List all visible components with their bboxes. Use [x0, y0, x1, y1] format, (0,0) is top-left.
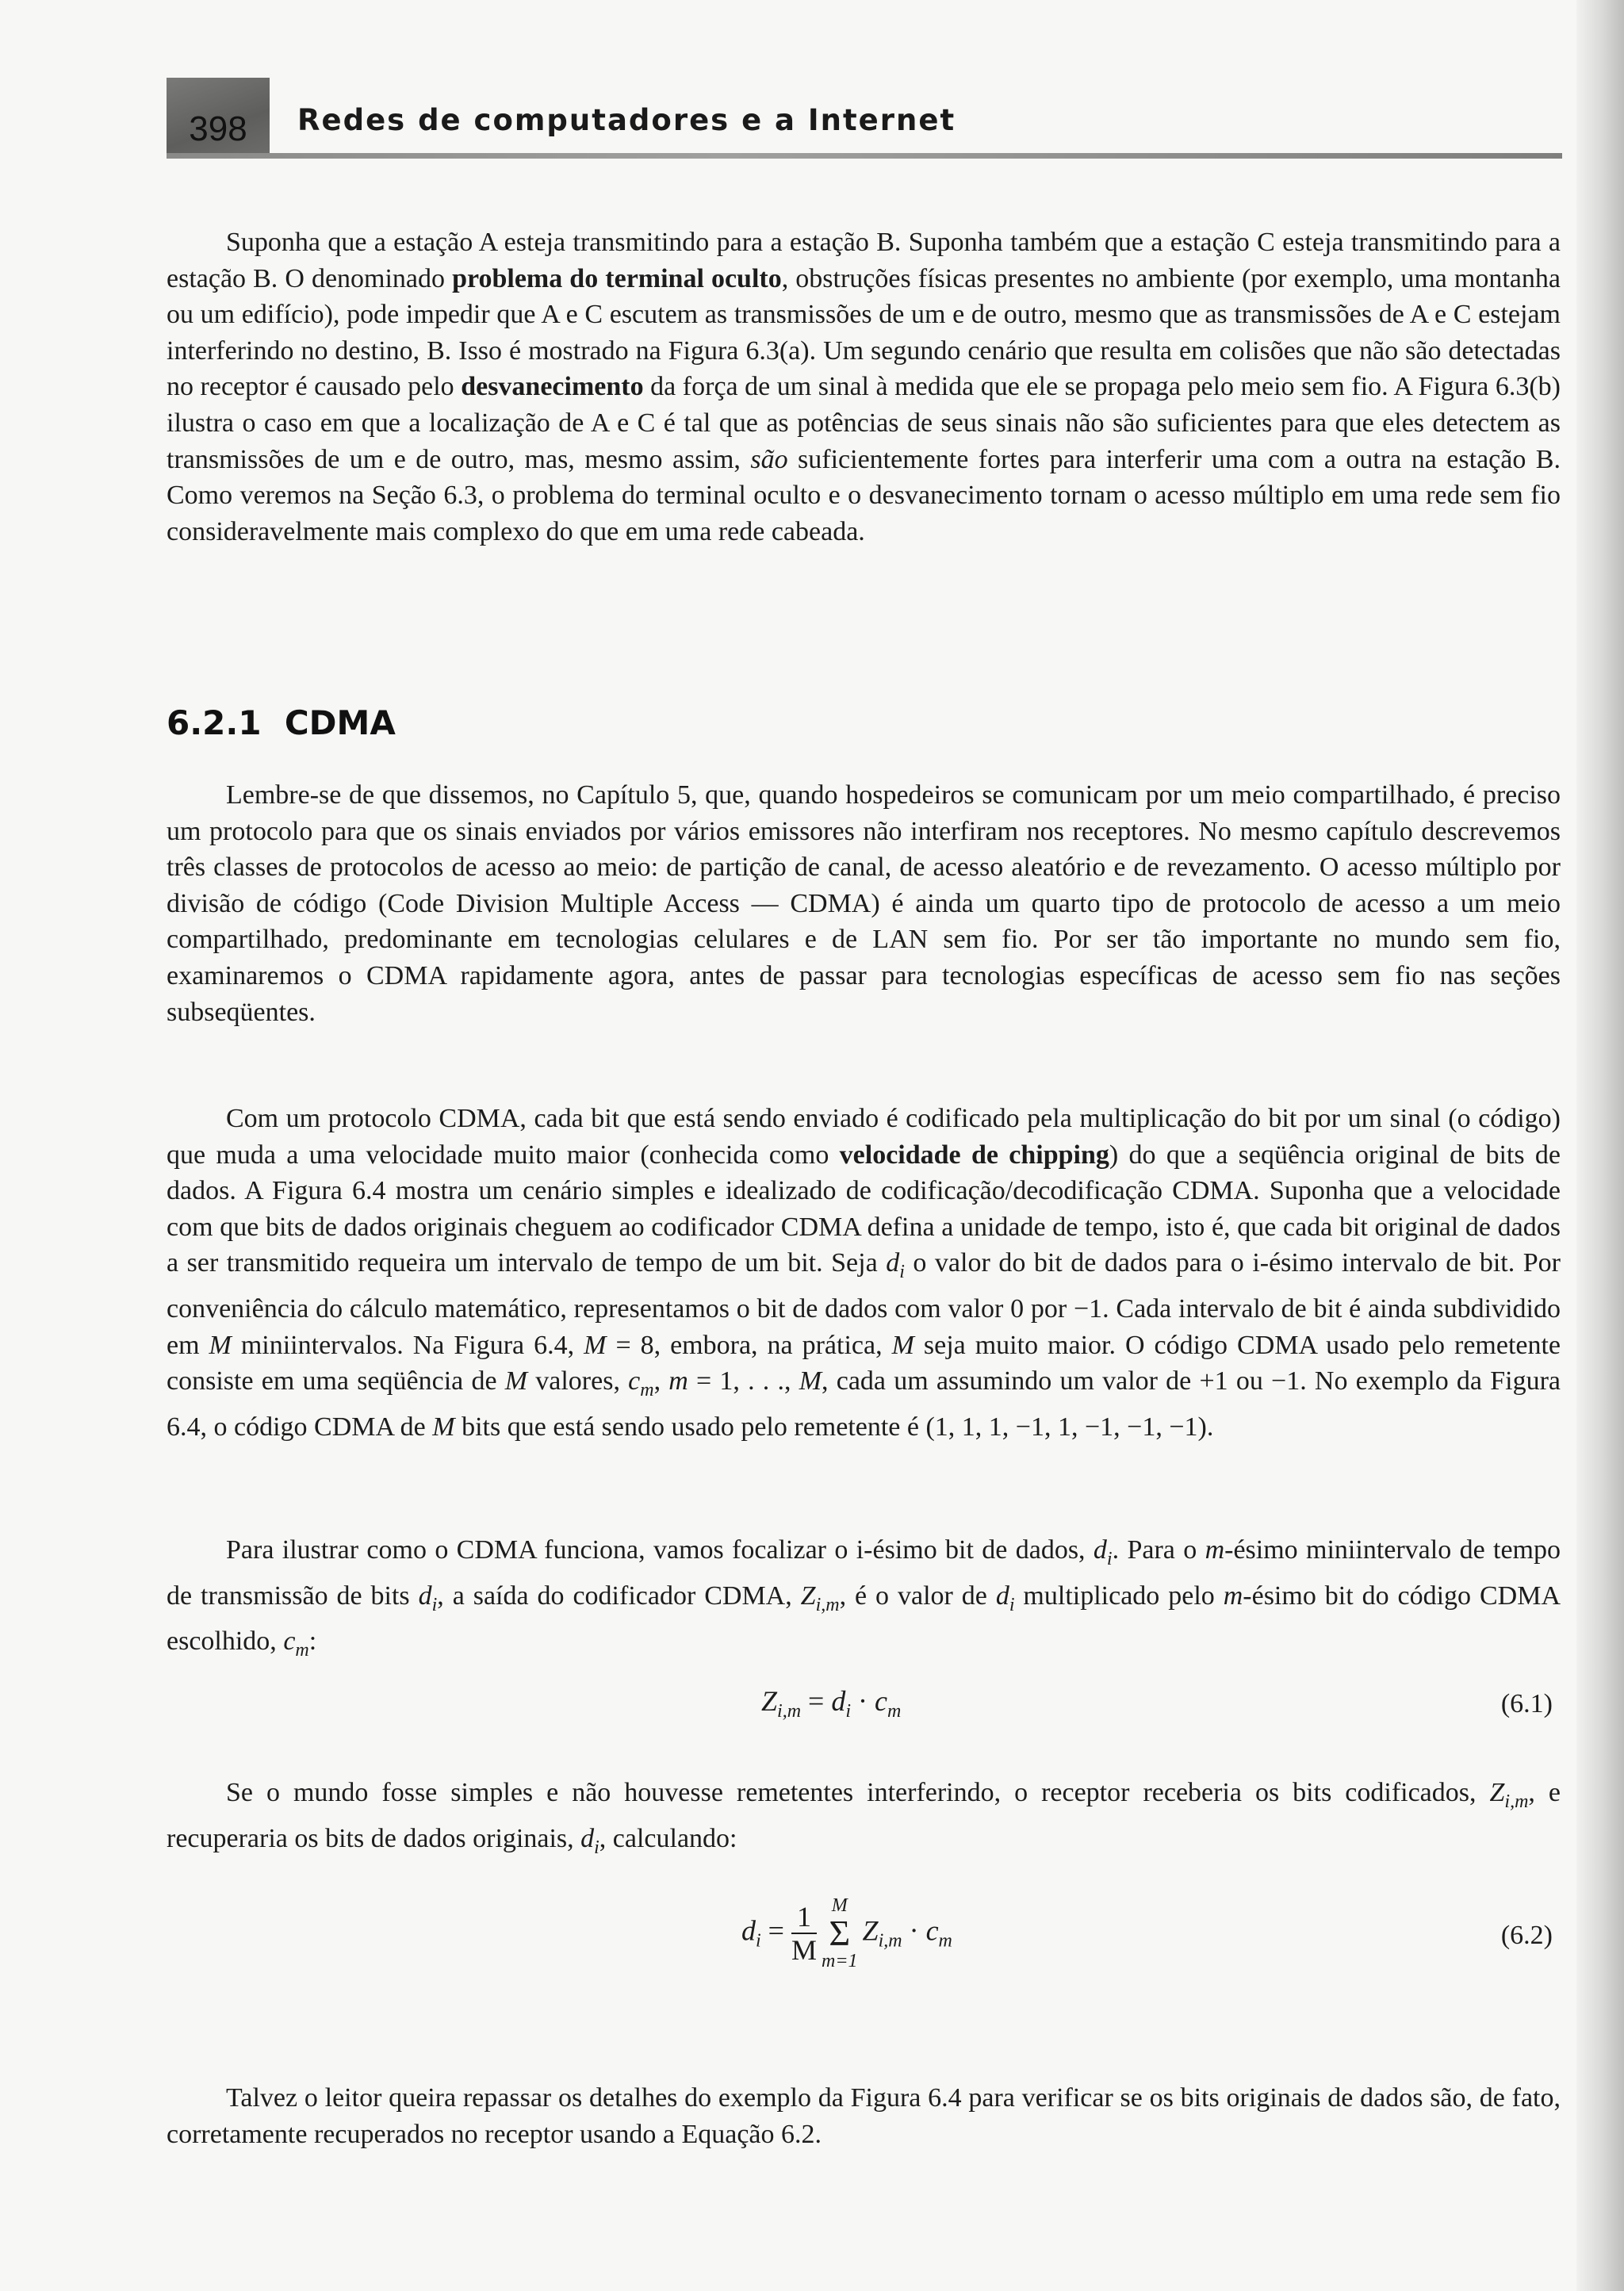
paragraph-cdma-intro: Lembre-se de que dissemos, no Capítulo 5, que, quando hospedeiros se comunicam por um meio compartilhado, é preciso um protocolo para que os sinais enviados por vários emissores não interfiram nos receptores. No mesmo capítulo descrevemos três classes de protocolos de acesso ao meio: de partição de canal, de acesso aleatório e de revezamento. O acesso múltiplo por divisão de código (Code Division Multiple Access — CDMA) é ainda um quarto tipo de protocolo de acesso a um meio compartilhado, predominante em tecnologias celulares e de LAN sem fio. Por ser tão importante no mundo sem fio, examinaremos o CDMA rapidamente agora, antes de passar para tecnologias específicas de acesso sem fio nas seções subseqüentes.	[167, 780, 1561, 1027]
section-number: 6.2.1	[167, 703, 262, 742]
term-chipping-rate: velocidade de chipping	[839, 1140, 1109, 1170]
equation-number-6-2: (6.2)	[1500, 1921, 1553, 1950]
header-rule	[167, 153, 1562, 159]
running-header-title: Redes de computadores e a Internet	[297, 103, 956, 137]
paragraph-hidden-terminal: Suponha que a estação A esteja transmitindo para a estação B. Suponha também que a estação C esteja transmitindo para a estação B. O denominado problema do terminal oculto, obstruções físicas presentes no ambiente (por exemplo, uma montanha ou um edifício), pode impedir que A e C escutem as transmissões de um e de outro, mesmo que as transmissões de A e C estejam interferindo no destino, B. Isso é mostrado na Figura 6.3(a). Um segundo cenário que resulta em colisões que não são detectadas no receptor é causado pelo desvanecimento da força de um sinal à medida que ele se propaga pelo meio sem fio. A Figura 6.3(b) ilustra o caso em que a localização de A e C é tal que as potências de seus sinais não são suficientes para que eles detectem as transmissões de um e de outro, mas, mesmo assim, são suficientemente fortes para interferir uma com a outra na estação B. Como veremos na Seção 6.3, o problema do terminal oculto e o desvanecimento tornam o acesso múltiplo em uma rede sem fio consideravelmente mais complexo do que em uma rede cabeada.	[167, 228, 1561, 546]
equation-number-6-1: (6.1)	[1500, 1689, 1553, 1718]
summation-operator: M Σ m=1	[822, 1895, 858, 1971]
section-heading	[167, 703, 396, 742]
paragraph-cdma-encoding: Com um protocolo CDMA, cada bit que está sendo enviado é codificado pela multiplicação do bit por um sinal (o código) que muda a uma velocidade muito maior (conhecida como velocidade de chipping) do que a seqüência original de bits de dados. A Figura 6.4 mostra um cenário simples e idealizado de codificação/decodificação CDMA. Suponha que a velocidade com que bits de dados originais cheguem ao codificador CDMA defina a unidade de tempo, isto é, que cada bit original de dados a ser transmitido requeira um intervalo de tempo de um bit. Seja $d_i$ o valor do bit de dados para o i-ésimo intervalo de bit. Por conveniência do cálculo matemático, representamos o bit de dados com valor 0 por −1. Cada intervalo de bit é ainda subdividido em M miniintervalos. Na Figura 6.4, M = 8, embora, na prática, M seja muito maior. O código CDMA usado pelo remetente consiste em uma seqüência de M valores, $c_m$, m = 1, . . ., M, cada um assumindo um valor de +1 ou −1. No exemplo da Figura 6.4, o código CDMA de M bits que está sendo usado pelo remetente é (1, 1, 1, −1, 1, −1, −1, −1).	[167, 1104, 1561, 1442]
equation-6-2: $d_i$ = $\frac{1}{M}$ M Σ m=1 $Z_{i,m} \cdot c_m$	[741, 1895, 952, 1971]
paragraph-cdma-output: Para ilustrar como o CDMA funciona, vamos focalizar o i-ésimo bit de dados, $d_i$. Para o m-ésimo miniintervalo de tempo de transmissão de bits $d_i$, a saída do codificador CDMA, $Z_{i,m}$, é o valor de $d_i$ multiplicado pelo m-ésimo bit do código CDMA escolhido, $c_m$:	[167, 1535, 1561, 1661]
equation-6-1: $Z_{i,m} = d_i \cdot c_m$	[761, 1685, 902, 1722]
fraction-one-over-m: $\frac{1}{M}$	[791, 1901, 817, 1966]
paragraph-closing: Talvez o leitor queira repassar os detalhes do exemplo da Figura 6.4 para verificar se os bits originais de dados são, de fato, corretamente recuperados no receptor usando a Equação 6.2.	[167, 2083, 1561, 2149]
book-spine-shadow	[1576, 0, 1624, 2291]
running-header	[167, 70, 1562, 159]
term-fading: desvanecimento	[461, 372, 644, 402]
term-hidden-terminal: problema do terminal oculto	[452, 263, 782, 293]
page-number: 398	[189, 109, 247, 148]
paragraph-decoding: Se o mundo fosse simples e não houvesse remetentes interferindo, o receptor receberia os bits codificados, $Z_{i,m}$, e recuperaria os bits de dados originais, $d_i$, calculando:	[167, 1778, 1561, 1858]
section-title: CDMA	[284, 703, 396, 742]
